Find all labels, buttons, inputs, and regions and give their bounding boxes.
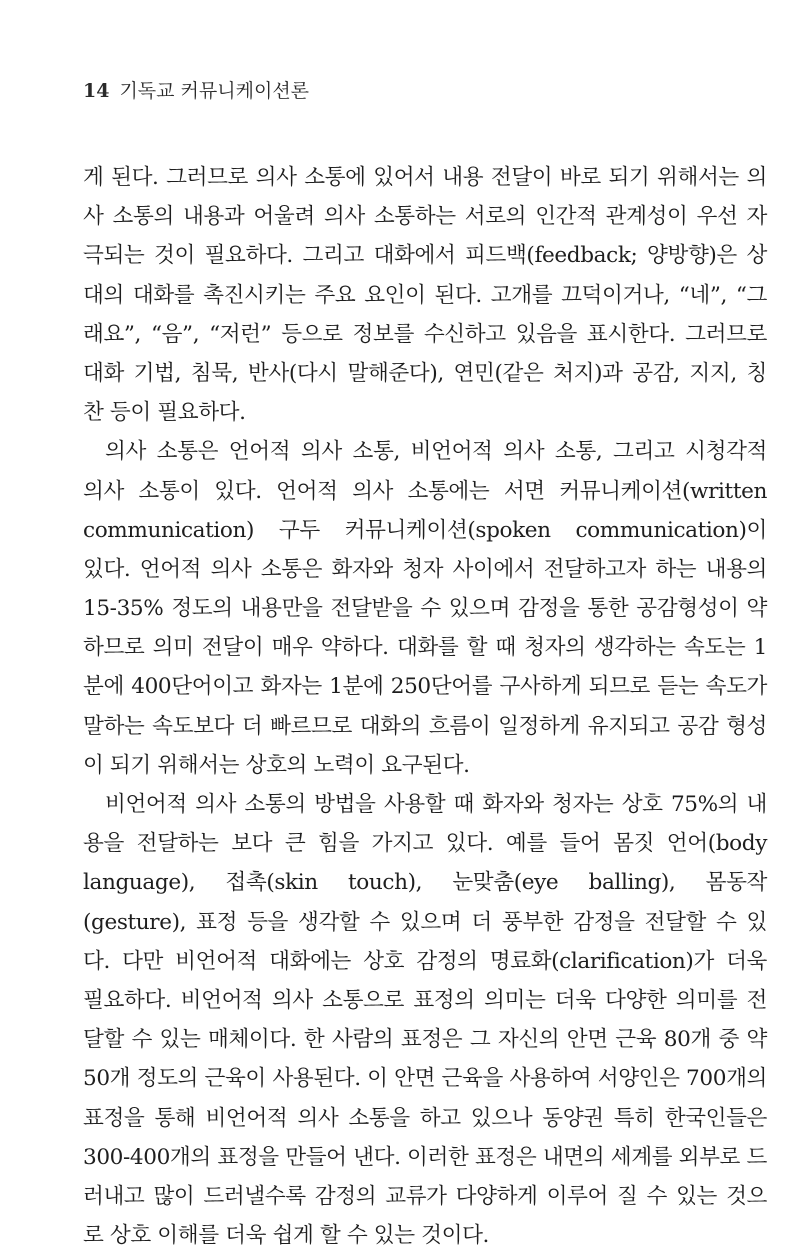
running-header [83,76,309,103]
paragraph [83,432,767,785]
text-line: 극되는 것이 필요하다. 그리고 대화에서 피드백(feedback; 양방향)은 상 [83,243,767,269]
text-line: 있다. 언어적 의사 소통은 화자와 청자 사이에서 전달하고자 하는 내용의 [83,556,767,582]
running-title: 기독교 커뮤니케이션론 [119,80,310,102]
body-text [83,158,767,1255]
text-line: 대화 기법, 침묵, 반사(다시 말해준다), 연민(같은 처지)과 공감, 지지, 칭 [83,360,767,386]
text-line: 이 되기 위해서는 상호의 노력이 요구된다. [83,752,470,778]
text-line: 분에 400단어이고 화자는 1분에 250단어를 구사하게 되므로 듣는 속도가 [83,674,767,700]
text-line: 의사 소통은 언어적 의사 소통, 비언어적 의사 소통, 그리고 시청각적 [105,439,767,465]
text-line: 찬 등이 필요하다. [83,400,246,426]
paragraph [83,158,767,432]
paragraph [83,785,767,1255]
text-line: 50개 정도의 근육이 사용된다. 이 안면 근육을 사용하여 서양인은 700개의 [83,1066,767,1092]
text-line: 표정을 통해 비언어적 의사 소통을 하고 있으나 동양권 특히 한국인들은 [83,1105,767,1131]
text-line: 게 된다. 그러므로 의사 소통에 있어서 내용 전달이 바로 되기 위해서는 의 [83,165,767,190]
text-line: 용을 전달하는 보다 큰 힘을 가지고 있다. 예를 들어 몸짓 언어(body [83,831,767,857]
text-line: 다. 다만 비언어적 대화에는 상호 감정의 명료화(clarification)가 더욱 [83,948,767,974]
text-line: 래요”, “음”, “저런” 등으로 정보를 수신하고 있음을 표시한다. 그러므로 [83,321,767,347]
text-line: 로 상호 이해를 더욱 쉽게 할 수 있는 것이다. [83,1223,489,1249]
text-line: (gesture), 표정 등을 생각할 수 있으며 더 풍부한 감정을 전달할 수 있 [83,909,767,935]
text-line: 300-400개의 표정을 만들어 낸다. 이러한 표정은 내면의 세계를 외부로 드 [83,1144,767,1170]
text-line: 러내고 많이 드러낼수록 감정의 교류가 다양하게 이루어 질 수 있는 것으 [83,1183,767,1209]
text-line: 필요하다. 비언어적 의사 소통으로 표정의 의미는 더욱 다양한 의미를 전 [83,987,767,1013]
text-line: language), 접촉(skin touch), 눈맞춤(eye balling), 몸동작 [83,870,767,896]
text-line: 사 소통의 내용과 어울려 의사 소통하는 서로의 인간적 관계성이 우선 자 [83,204,767,230]
page-number: 14 [83,80,110,102]
text-line: 달할 수 있는 매체이다. 한 사람의 표정은 그 자신의 안면 근육 80개 중 약 [83,1027,767,1053]
text-line: 15-35% 정도의 내용만을 전달받을 수 있으며 감정을 통한 공감형성이 약 [83,596,767,622]
text-line: 의사 소통이 있다. 언어적 의사 소통에는 서면 커뮤니케이션(written [83,478,767,504]
text-line: 하므로 의미 전달이 매우 약하다. 대화를 할 때 청자의 생각하는 속도는 1 [83,635,767,661]
text-line: communication) 구두 커뮤니케이션(spoken communication)이 [83,517,767,543]
text-line: 말하는 속도보다 더 빠르므로 대화의 흐름이 일정하게 유지되고 공감 형성 [83,713,767,739]
text-line: 비언어적 의사 소통의 방법을 사용할 때 화자와 청자는 상호 75%의 내 [105,792,767,817]
text-line: 대의 대화를 촉진시키는 주요 요인이 된다. 고개를 끄덕이거나, “네”, “그 [83,282,767,308]
